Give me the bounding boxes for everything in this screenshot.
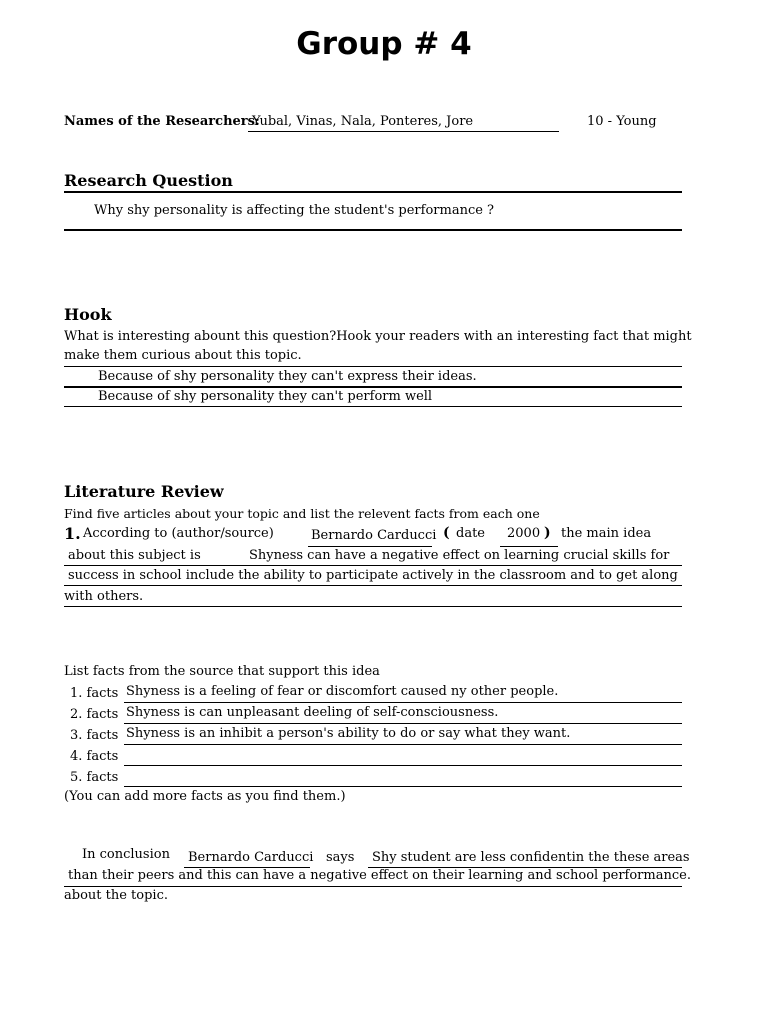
fact-text-3: Shyness is an inhibit a person's ability to do or say what they want. <box>126 726 571 741</box>
researchers-names: Yubal, Vinas, Nala, Ponteres, Jore <box>252 114 474 129</box>
hook-answer-1: Because of shy personality they can't express their ideas. <box>98 369 477 384</box>
fact-label-3: 3. facts <box>70 728 119 743</box>
conclusion-author: Bernardo Carducci <box>188 850 314 865</box>
hook-prompt-line1: What is interesting abount this question?Hook your readers with an interesting fact that might <box>64 329 692 344</box>
source-date: 2000 <box>507 526 541 541</box>
divider <box>64 366 682 367</box>
page-title: Group # 4 <box>296 26 472 62</box>
item-number: 1. <box>64 524 81 543</box>
divider <box>64 229 682 231</box>
main-idea-label: the main idea <box>561 526 652 541</box>
main-idea-line3: with others. <box>64 589 144 604</box>
main-idea-line1: Shyness can have a negative effect on learning crucial skills for <box>249 548 670 563</box>
literature-review-instructions: Find five articles about your topic and list the relevent facts from each one <box>64 506 540 521</box>
conclusion-label: In conclusion <box>82 847 170 862</box>
divider <box>64 585 682 586</box>
fact-underline <box>124 786 682 787</box>
divider <box>64 606 682 607</box>
fact-label-4: 4. facts <box>70 749 119 764</box>
according-to-label: According to (author/source) <box>83 526 274 541</box>
fact-text-2: Shyness is can unpleasant deeling of self-consciousness. <box>126 705 499 720</box>
researchers-underline <box>248 131 559 132</box>
divider <box>64 565 682 566</box>
date-close-paren: ) <box>544 525 551 541</box>
fact-text-1: Shyness is a feeling of fear or discomfort caused ny other people. <box>126 684 559 699</box>
hook-answer-2: Because of shy personality they can't perform well <box>98 389 433 404</box>
divider <box>64 191 682 193</box>
conclusion-line2: than their peers and this can have a negative effect on their learning and school performance. <box>68 868 691 883</box>
conclusion-says: says <box>326 850 355 865</box>
fact-label-1: 1. facts <box>70 686 119 701</box>
divider <box>64 886 682 887</box>
fact-underline <box>124 702 682 703</box>
researchers-label: Names of the Researchers: <box>64 114 260 129</box>
source-author: Bernardo Carducci <box>311 528 437 543</box>
date-underline <box>500 546 558 547</box>
conclusion-line3: about the topic. <box>64 888 168 903</box>
hook-prompt-line2: make them curious about this topic. <box>64 348 302 363</box>
research-question-answer: Why shy personality is affecting the student's performance ? <box>94 203 495 218</box>
fact-underline <box>124 744 682 745</box>
main-idea-line2: success in school include the ability to participate actively in the classroom and to get along <box>68 568 678 583</box>
date-label: date <box>456 526 485 541</box>
fact-underline <box>124 765 682 766</box>
fact-label-2: 2. facts <box>70 707 119 722</box>
conclusion-line1: Shy student are less confidentin the these areas <box>372 850 690 865</box>
date-open-paren: ( <box>443 525 450 541</box>
about-subject-label: about this subject is <box>68 548 201 563</box>
researchers-section: 10 - Young <box>587 114 657 129</box>
fact-label-5: 5. facts <box>70 770 119 785</box>
facts-more-note: (You can add more facts as you find them.) <box>64 789 346 804</box>
fact-underline <box>124 723 682 724</box>
hook-heading: Hook <box>64 305 112 324</box>
literature-review-heading: Literature Review <box>64 482 224 501</box>
facts-intro: List facts from the source that support this idea <box>64 664 380 679</box>
research-question-heading: Research Question <box>64 171 233 190</box>
author-underline <box>308 546 432 547</box>
divider <box>64 386 682 388</box>
divider <box>64 406 682 407</box>
